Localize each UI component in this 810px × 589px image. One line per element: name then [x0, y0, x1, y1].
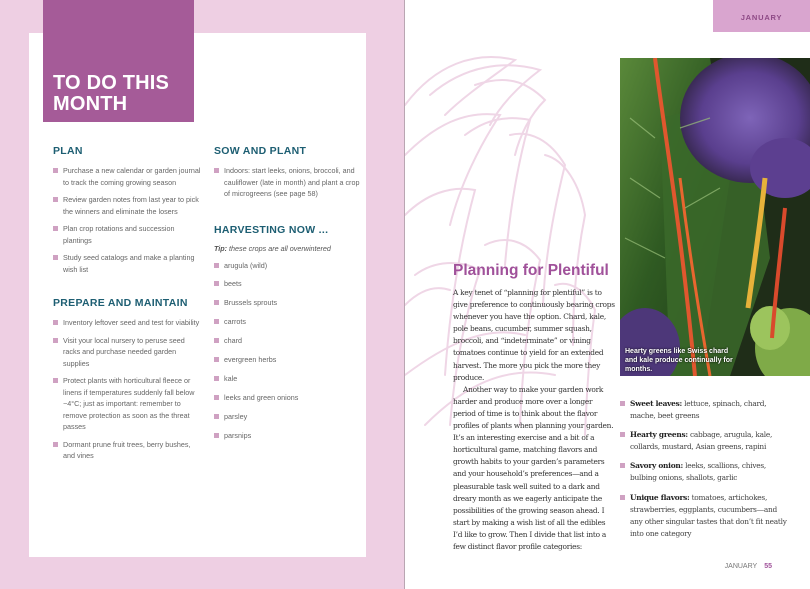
- square-bullet-icon: [214, 338, 219, 343]
- title-block: [43, 0, 194, 122]
- article: [453, 262, 615, 553]
- square-bullet-icon: [214, 357, 219, 362]
- flavor-label: Hearty greens:: [630, 430, 688, 440]
- section-heading-plan: PLAN: [53, 145, 83, 157]
- list-item: [214, 260, 364, 272]
- title-line-2: MONTH: [53, 93, 128, 115]
- list-item: [53, 194, 203, 217]
- item-text: Plan crop rotations and succession plantings: [63, 224, 175, 245]
- list-item: [53, 165, 203, 188]
- harvest-list: [214, 260, 364, 442]
- square-bullet-icon: [53, 378, 58, 383]
- list-item: [214, 316, 364, 328]
- item-text: arugula (wild): [224, 260, 268, 270]
- item-text: kale: [224, 373, 238, 383]
- square-bullet-icon: [53, 338, 58, 343]
- list-item: [53, 252, 203, 275]
- section-heading-harvest: HARVESTING NOW ...: [214, 223, 329, 236]
- list-item: [214, 278, 364, 290]
- item-text: Dormant prune fruit trees, berry bushes, and vines: [63, 439, 191, 460]
- square-bullet-icon: [53, 255, 58, 260]
- list-item: [214, 297, 364, 309]
- flavor-label: Savory onion:: [630, 461, 684, 471]
- flavor-text: leeks, scallions, chives, bulbing onions, shallots, garlic: [630, 461, 767, 483]
- item-text: Brussels sprouts: [224, 298, 278, 308]
- square-bullet-icon: [214, 414, 219, 419]
- list-item: [214, 165, 364, 200]
- article-title: Planning for Plentiful: [453, 262, 609, 279]
- page-footer: [690, 563, 772, 570]
- square-bullet-icon: [53, 442, 58, 447]
- square-bullet-icon: [214, 168, 219, 173]
- list-item: [53, 335, 203, 370]
- square-bullet-icon: [214, 300, 219, 305]
- list-item: [53, 439, 203, 462]
- chard-kale-image-icon: [620, 58, 810, 376]
- greens-photo: [620, 58, 810, 376]
- item-text: Study seed catalogs and make a planting wish list: [63, 253, 195, 274]
- square-bullet-icon: [214, 281, 219, 286]
- prepare-list: [53, 317, 203, 462]
- month-tab-label: JANUARY: [740, 13, 783, 22]
- item-text: Visit your local nursery to peruse seed racks and purchase needed garden supplies: [63, 335, 185, 368]
- square-bullet-icon: [620, 495, 625, 500]
- item-text: carrots: [224, 317, 246, 327]
- list-item: [53, 223, 203, 246]
- flavor-label: Sweet leaves:: [630, 399, 683, 408]
- list-item: [620, 429, 790, 453]
- footer-section-label: JANUARY: [724, 563, 758, 570]
- square-bullet-icon: [53, 320, 58, 325]
- todo-column-right: [214, 145, 364, 448]
- item-text: beets: [224, 279, 242, 289]
- flavor-label: Unique flavors:: [630, 492, 690, 502]
- square-bullet-icon: [214, 319, 219, 324]
- list-item: [53, 375, 203, 433]
- article-paragraph-2: Another way to make your garden work harder and produce more over a longer period of time is to think about the flavor profiles of plants when planning your garden. It’s an interesting exercise and a bit of a horticultural game, matching flavors and growth habits to your garden’s parameters and your household’s preferences—and a pleasurable task well suited to a dark and dreary month as we eagerly anticipate the possibilities of the growing season ahead. I start by making a wish list of all the edibles I’d like to grow. Then I divide that list into a few distinct flavor profile categories:: [453, 384, 614, 551]
- harvest-tip: [214, 244, 364, 253]
- square-bullet-icon: [214, 263, 219, 268]
- square-bullet-icon: [620, 401, 625, 406]
- tip-label: Tip:: [214, 243, 228, 253]
- item-text: chard: [224, 336, 242, 346]
- square-bullet-icon: [214, 395, 219, 400]
- item-text: parsnips: [224, 430, 252, 440]
- square-bullet-icon: [214, 376, 219, 381]
- photo-caption: Hearty greens like Swiss chard and kale produce continually for months.: [625, 348, 733, 373]
- item-text: leeks and green onions: [224, 392, 299, 402]
- todo-column-left: [53, 145, 203, 468]
- list-item: [620, 398, 790, 422]
- item-text: Protect plants with horticultural fleece or linens if temperatures suddenly fall below −4°C; just as important: remember to remove protection as soon as the threat passes: [63, 376, 195, 431]
- flavor-text: tomatoes, artichokes, strawberries, eggplants, cucumbers—and any other singular tastes that don’t fit neatly into one category: [630, 492, 787, 538]
- list-item: [214, 430, 364, 442]
- item-text: Inventory leftover seed and test for viability: [63, 318, 200, 327]
- article-paragraph-1: A key tenet of “planning for plentiful” is to give preference to continuously bearing crops whenever you have the option. Chard, kale, pole beans, cucumber, summer squash, broccoli, and “indeterminate” or vining tomatoes continue to yield for an extended harvest. The more you pick the more they produce.: [453, 288, 615, 382]
- flavor-list: [620, 398, 790, 540]
- flavor-text: cabbage, arugula, kale, collards, mustard, Asian greens, rapini: [630, 430, 773, 452]
- square-bullet-icon: [53, 168, 58, 173]
- list-item: [53, 317, 203, 329]
- tip-text: these crops are all overwintered: [227, 243, 331, 253]
- list-item: [620, 460, 790, 484]
- section-heading-sow: SOW AND PLANT: [214, 145, 307, 157]
- plan-list: [53, 165, 203, 275]
- square-bullet-icon: [620, 432, 625, 437]
- list-item: [214, 354, 364, 366]
- flavor-text: lettuce, spinach, chard, mache, beet greens: [630, 399, 767, 421]
- list-item: [214, 411, 364, 423]
- page-title: [53, 73, 169, 115]
- item-text: evergreen herbs: [224, 354, 277, 364]
- list-item: [214, 373, 364, 385]
- item-text: Purchase a new calendar or garden journal to track the coming growing season: [63, 166, 201, 187]
- square-bullet-icon: [620, 463, 625, 468]
- item-text: Review garden notes from last year to pick the winners and eliminate the losers: [63, 195, 199, 216]
- page-number: 55: [764, 563, 772, 570]
- title-line-1: TO DO THIS: [53, 72, 170, 94]
- section-heading-prepare: PREPARE AND MAINTAIN: [53, 297, 188, 309]
- item-text: Indoors: start leeks, onions, broccoli, and cauliflower (late in month) and plant a crop of microgreens (see page 58): [224, 166, 360, 198]
- left-page: [0, 0, 404, 589]
- sow-list: [214, 165, 364, 200]
- flavor-categories: [620, 398, 790, 547]
- square-bullet-icon: [214, 433, 219, 438]
- square-bullet-icon: [53, 226, 58, 231]
- item-text: parsley: [224, 411, 248, 421]
- list-item: [214, 392, 364, 404]
- list-item: [214, 335, 364, 347]
- square-bullet-icon: [53, 197, 58, 202]
- list-item: [620, 492, 790, 540]
- month-tab: [713, 0, 810, 32]
